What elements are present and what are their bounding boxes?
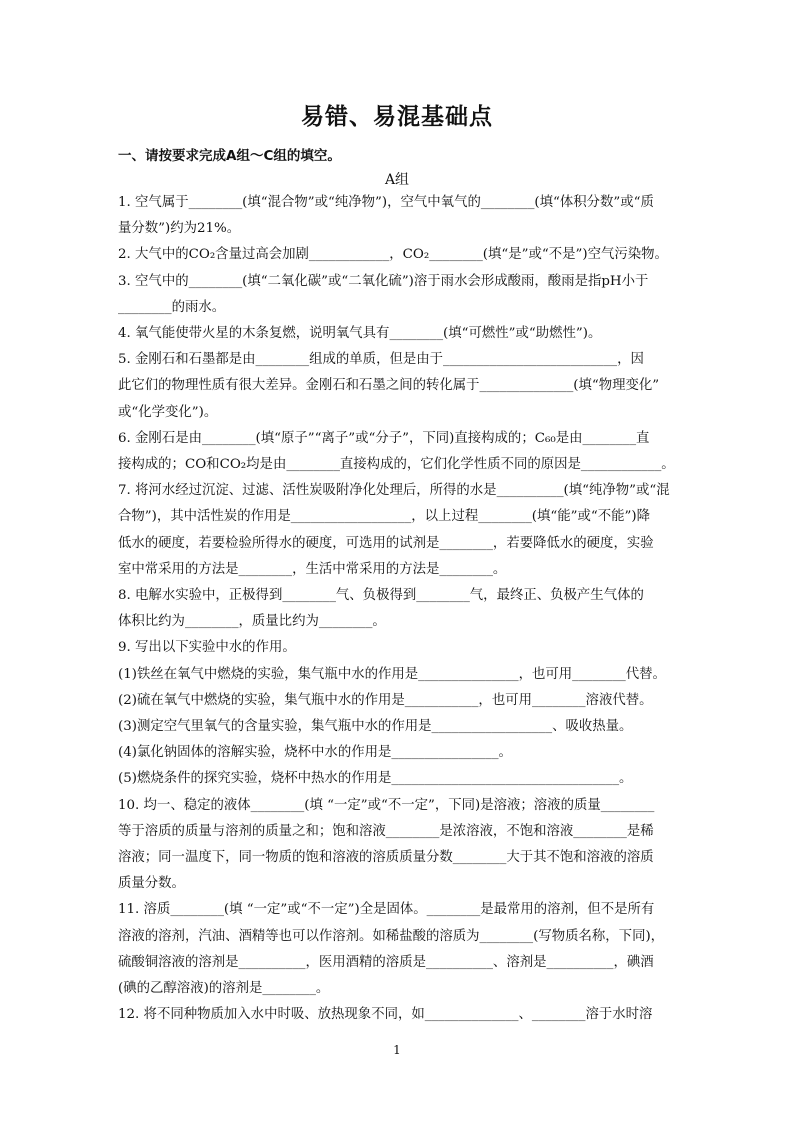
text-line: 8. 电解水实验中，正极得到________气、负极得到________气，最终正、负极产生气体的 [118,588,644,604]
text-line: 3. 空气中的________(填“二氧化碳”或“二氧化硫”)溶于雨水会形成酸雨，酸雨是指pH小于 [118,273,649,289]
text-line: (2)硫在氧气中燃烧的实验，集气瓶中水的作用是___________，也可用________溶液代替。 [118,692,653,708]
text-line: 2. 大气中的CO₂含量过高会加剧____________，CO₂________(填“是”或“不是”)空气污染物。 [118,247,668,263]
text-line: 质量分数。 [118,876,185,892]
text-line: 合物”)，其中活性炭的作用是__________________，以上过程________(填“能”或“不能”)降 [118,509,650,525]
text-line: 此它们的物理性质有很大差异。金刚石和石墨之间的转化属于______________(填“物理变化” [118,378,660,394]
text-line: 7. 将河水经过沉淀、过滤、活性炭吸附净化处理后，所得的水是__________(填“纯净物”或“混 [118,483,670,499]
text-line: 体积比约为________，质量比约为________。 [118,614,386,630]
text-line: 5. 金刚石和石墨都是由________组成的单质，但是由于__________________________，因 [118,352,644,368]
text-line: 硫酸铜溶液的溶剂是__________，医用酒精的溶质是__________、溶剂是__________，碘酒 [118,954,654,970]
text-line: (4)氯化钠固体的溶解实验，烧杯中水的作用是________________。 [118,745,512,761]
text-line: 接构成的；CO和CO₂均是由________直接构成的，它们化学性质不同的原因是____________。 [118,457,675,473]
text-line: (1)铁丝在氧气中燃烧的实验，集气瓶中水的作用是_______________，也可用________代替。 [118,666,666,682]
text-line: 等于溶质的质量与溶剂的质量之和；饱和溶液________是浓溶液，不饱和溶液________是稀 [118,823,654,839]
text-line: (碘的乙醇溶液)的溶剂是________。 [118,981,330,997]
text-line: 低水的硬度，若要检验所得水的硬度，可选用的试剂是________，若要降低水的硬度，实验 [118,535,654,551]
question-text [118,190,680,1029]
page-number: 1 [393,1043,401,1057]
text-line: 9. 写出以下实验中水的作用。 [118,640,296,656]
text-line: 6. 金刚石是由________(填“原子”“离子”或“分子”，下同)直接构成的；C₆₀是由________直 [118,430,650,446]
text-line: ________的雨水。 [118,299,226,315]
text-line: 溶液的溶剂，汽油、酒精等也可以作溶剂。如稀盐酸的溶质为________(写物质名称，下同)， [118,928,665,944]
section-heading: 一、请按要求完成A组～C组的填空。 [118,148,341,164]
page-title: 易错、易混基础点 [301,104,493,130]
text-line: 溶液；同一温度下，同一物质的饱和溶液的溶质质量分数________大于其不饱和溶液的溶质 [118,850,654,866]
group-label: A组 [384,172,410,188]
text-line: 10. 均一、稳定的液体________(填 “一定”或“不一定”，下同)是溶液；溶液的质量________ [118,797,655,813]
text-line: 4. 氧气能使带火星的木条复燃，说明氧气具有________(填“可燃性”或“助燃性”)。 [118,326,602,342]
text-line: 1. 空气属于________(填“混合物”或“纯净物”)，空气中氧气的________(填“体积分数”或“质 [118,195,654,210]
text-line: (5)燃烧条件的探究实验，烧杯中热水的作用是__________________________________。 [118,771,633,787]
text-line: (3)测定空气里氧气的含量实验，集气瓶中水的作用是__________________、吸收热量。 [118,719,633,735]
text-line: 或“化学变化”)。 [118,404,218,420]
text-line: 11. 溶质________(填 “一定”或“不一定”)全是固体。________是最常用的溶剂，但不是所有 [118,902,655,918]
text-line: 室中常采用的方法是________，生活中常采用的方法是________。 [118,561,507,577]
text-line: 量分数”)约为21%。 [118,221,241,237]
text-line: 12. 将不同种物质加入水中时吸、放热现象不同，如______________、________溶于水时溶 [118,1007,653,1023]
